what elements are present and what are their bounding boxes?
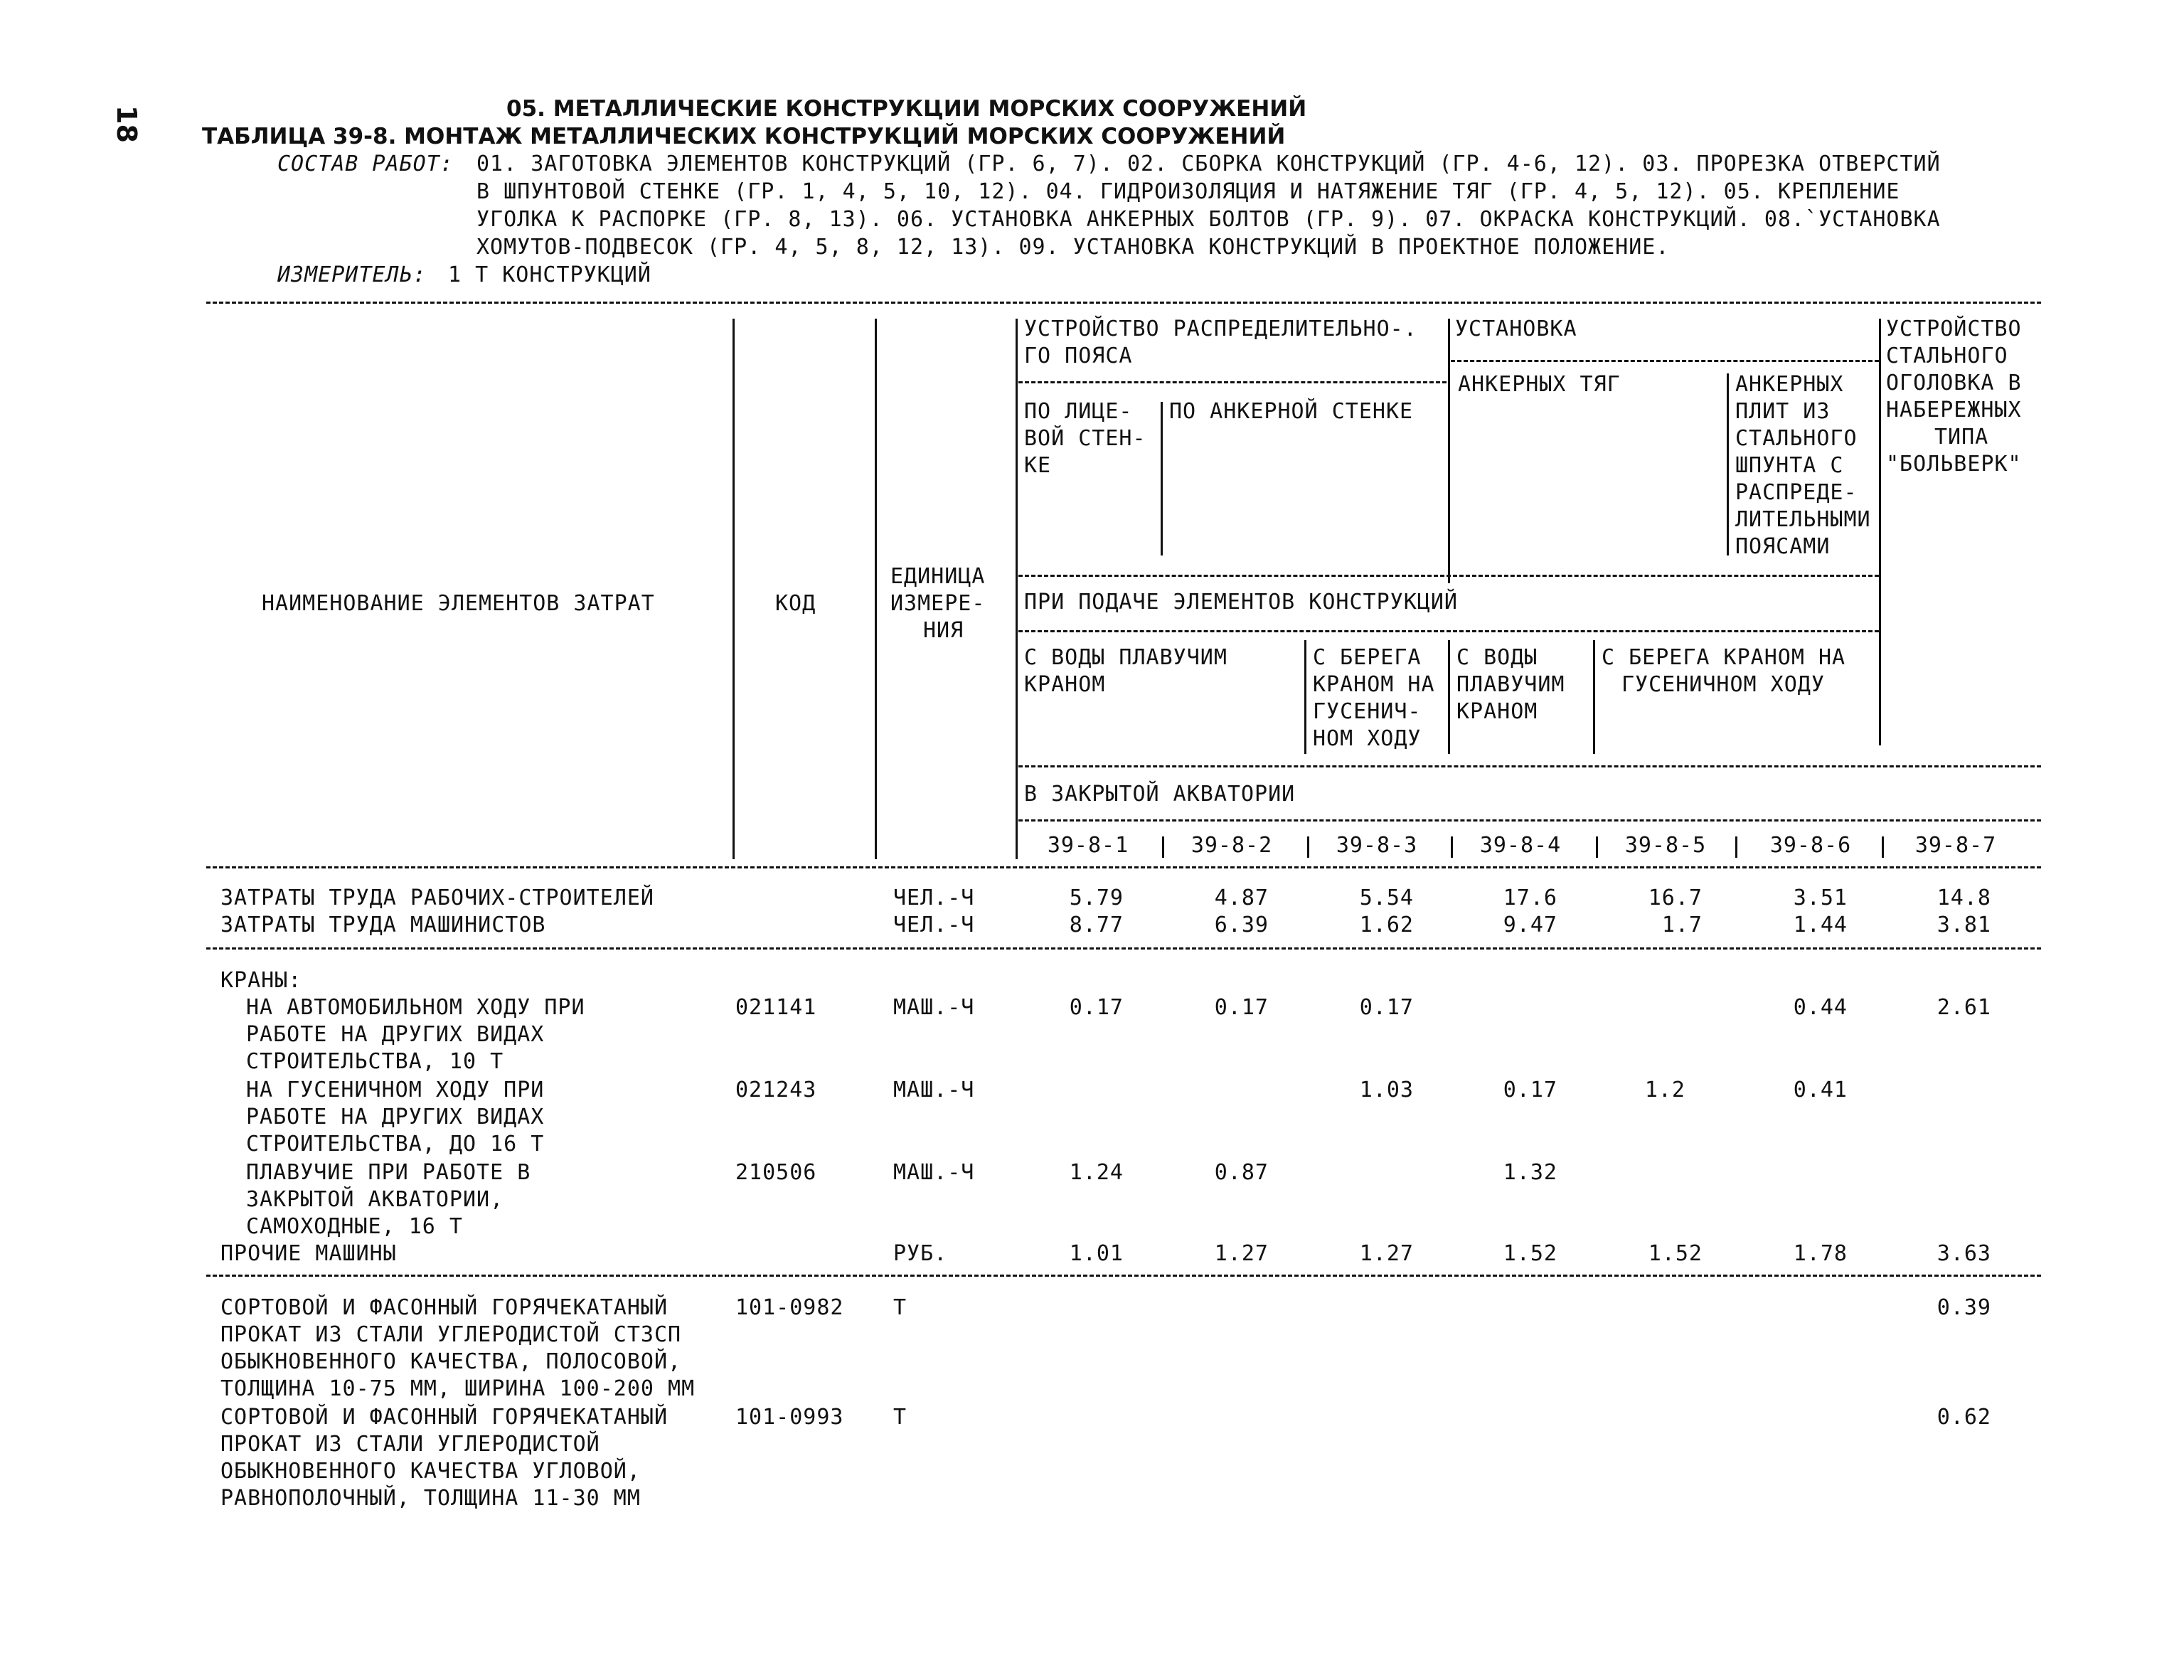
sub-face: КЕ: [1024, 453, 1052, 478]
machine-name: НА ГУСЕНИЧНОМ ХОДУ ПРИ: [246, 1078, 545, 1102]
code-separator: [1451, 836, 1453, 858]
value-cell: 5.54: [1359, 886, 1414, 910]
material-name: ПРОКАТ ИЗ СТАЛИ УГЛЕРОДИСТОЙ СТ3СП: [220, 1322, 682, 1347]
sub-face: ВОЙ СТЕН-: [1024, 426, 1146, 451]
material-name: ОБЫКНОВЕННОГО КАЧЕСТВА УГЛОВОЙ,: [220, 1459, 641, 1484]
group-cap: ТИПА: [1934, 425, 1989, 450]
code-separator: [1162, 836, 1164, 858]
code-separator: [1882, 836, 1884, 858]
col-separator: [1016, 319, 1018, 859]
method-2: КРАНОМ НА: [1313, 672, 1435, 697]
material-name: ПРОКАТ ИЗ СТАЛИ УГЛЕРОДИСТОЙ: [220, 1432, 600, 1457]
labor-unit: ЧЕЛ.-Ч: [893, 913, 975, 937]
machine-name: РАБОТЕ НА ДРУГИХ ВИДАХ: [246, 1105, 545, 1129]
code-cell: 39-8-2: [1190, 833, 1273, 858]
method-4: С БЕРЕГА КРАНОМ НА: [1602, 645, 1846, 670]
work-line: ХОМУТОВ-ПОДВЕСОК (ГР. 4, 5, 8, 12, 13). 09. УСТАНОВКА КОНСТРУКЦИЙ В ПРОЕКТНОЕ ПОЛОЖЕНИЕ.: [476, 235, 1670, 260]
group-cap: НАБЕРЕЖНЫХ: [1886, 398, 2022, 422]
group-belt: ГО ПОЯСА: [1024, 344, 1133, 368]
machine-name: СТРОИТЕЛЬСТВА, 10 Т: [246, 1049, 504, 1074]
code-cell: 39-8-6: [1769, 833, 1852, 858]
col-separator: [1448, 319, 1450, 583]
machine-name: ЗАКРЫТОЙ АКВАТОРИИ,: [246, 1187, 504, 1212]
work-label: СОСТАВ РАБОТ:: [277, 151, 454, 176]
sub-plates: РАСПРЕДЕ-: [1735, 480, 1858, 505]
value-cell: 1.03: [1359, 1078, 1414, 1102]
value-cell: 3.63: [1937, 1241, 1991, 1266]
code-cell: 39-8-5: [1624, 833, 1707, 858]
section-rule: [206, 1275, 2041, 1277]
sub-plates: ЛИТЕЛЬНЫМИ: [1735, 507, 1871, 532]
sub-plates: ШПУНТА С: [1735, 453, 1844, 478]
sub-rods: АНКЕРНЫХ ТЯГ: [1458, 372, 1621, 397]
code-cell: 39-8-3: [1336, 833, 1418, 858]
col-separator: [1448, 640, 1450, 754]
method-4: ГУСЕНИЧНОМ ХОДУ: [1621, 672, 1825, 697]
value-cell: 0.44: [1793, 995, 1848, 1020]
value-cell: 1.7: [1661, 913, 1703, 937]
machine-name: САМОХОДНЫЕ, 16 Т: [246, 1214, 463, 1239]
machine-unit: МАШ.-Ч: [893, 1160, 975, 1185]
value-cell: 3.51: [1793, 886, 1848, 910]
method-2: ГУСЕНИЧ-: [1313, 699, 1422, 724]
value-cell: 8.77: [1069, 913, 1124, 937]
measure-value: 1 Т КОНСТРУКЦИЙ: [448, 262, 651, 287]
labor-name: ЗАТРАТЫ ТРУДА МАШИНИСТОВ: [220, 913, 546, 937]
material-name: РАВНОПОЛОЧНЫЙ, ТОЛЩИНА 11-30 ММ: [220, 1486, 641, 1511]
value-cell: 0.17: [1069, 995, 1124, 1020]
material-name: СОРТОВОЙ И ФАСОННЫЙ ГОРЯЧЕКАТАНЫЙ: [220, 1295, 668, 1320]
method-2: С БЕРЕГА: [1313, 645, 1422, 670]
labor-name: ЗАТРАТЫ ТРУДА РАБОЧИХ-СТРОИТЕЛЕЙ: [220, 886, 654, 910]
value-cell: 0.17: [1214, 995, 1269, 1020]
value-cell: 0.41: [1793, 1078, 1848, 1102]
header-rule: [1018, 765, 2041, 767]
header-bottom-rule: [206, 866, 2041, 868]
value-cell: 9.47: [1503, 913, 1557, 937]
supply-header: ПРИ ПОДАЧЕ ЭЛЕМЕНТОВ КОНСТРУКЦИЙ: [1024, 590, 1458, 615]
work-line: УГОЛКА К РАСПОРКЕ (ГР. 8, 13). 06. УСТАНОВКА АНКЕРНЫХ БОЛТОВ (ГР. 9). 07. ОКРАСКА КОНСТРУКЦИЙ. 08.`УСТАНОВКА: [476, 207, 1941, 232]
header-rule: [1451, 360, 1879, 362]
value-cell: 0.39: [1937, 1295, 1991, 1320]
machine-name: НА АВТОМОБИЛЬНОМ ХОДУ ПРИ: [246, 995, 585, 1020]
method-3: КРАНОМ: [1456, 699, 1538, 724]
machine-code: 210506: [735, 1160, 817, 1185]
code-cell: 39-8-4: [1479, 833, 1562, 858]
material-code: 101-0982: [735, 1295, 844, 1320]
measure-label: ИЗМЕРИТЕЛЬ:: [277, 262, 427, 287]
value-cell: 3.81: [1937, 913, 1991, 937]
value-cell: 4.87: [1214, 886, 1269, 910]
col-code-header: КОД: [775, 591, 816, 616]
machine-unit: МАШ.-Ч: [893, 1078, 975, 1102]
value-cell: 1.32: [1503, 1160, 1557, 1185]
page-number: 18: [111, 105, 142, 143]
col-separator: [1879, 319, 1881, 745]
work-line: 01. ЗАГОТОВКА ЭЛЕМЕНТОВ КОНСТРУКЦИЙ (ГР. 6, 7). 02. СБОРКА КОНСТРУКЦИЙ (ГР. 4-6, 12). 03. ПРОРЕЗКА ОТВЕРСТИЙ: [476, 151, 1941, 176]
col-separator: [733, 319, 735, 859]
header-rule: [1018, 575, 1879, 577]
value-cell: 0.17: [1503, 1078, 1557, 1102]
group-cap: СТАЛЬНОГО: [1886, 344, 2008, 368]
material-code: 101-0993: [735, 1405, 844, 1430]
section-title: 05. МЕТАЛЛИЧЕСКИЕ КОНСТРУКЦИИ МОРСКИХ СООРУЖЕНИЙ: [506, 96, 1307, 122]
value-cell: 1.27: [1214, 1241, 1269, 1266]
header-rule: [1018, 819, 2041, 822]
material-name: СОРТОВОЙ И ФАСОННЫЙ ГОРЯЧЕКАТАНЫЙ: [220, 1405, 668, 1430]
machine-name: РАБОТЕ НА ДРУГИХ ВИДАХ: [246, 1022, 545, 1047]
other-unit: РУБ.: [893, 1241, 948, 1266]
col-separator: [875, 319, 877, 859]
machine-name: СТРОИТЕЛЬСТВА, ДО 16 Т: [246, 1132, 545, 1157]
sub-plates: ПЛИТ ИЗ: [1735, 399, 1831, 424]
group-cap: "БОЛЬВЕРК": [1886, 452, 2022, 477]
value-cell: 1.78: [1793, 1241, 1848, 1266]
method-1: КРАНОМ: [1024, 672, 1106, 697]
value-cell: 1.24: [1069, 1160, 1124, 1185]
group-belt: УСТРОЙСТВО РАСПРЕДЕЛИТЕЛЬНО-.: [1024, 317, 1417, 341]
value-cell: 2.61: [1937, 995, 1991, 1020]
value-cell: 1.52: [1648, 1241, 1703, 1266]
col-name-header: НАИМЕНОВАНИЕ ЭЛЕМЕНТОВ ЗАТРАТ: [262, 591, 655, 616]
value-cell: 1.44: [1793, 913, 1848, 937]
material-unit: Т: [893, 1405, 907, 1430]
value-cell: 5.79: [1069, 886, 1124, 910]
sub-plates: ПОЯСАМИ: [1735, 534, 1831, 559]
machine-code: 021141: [735, 995, 817, 1020]
col-separator: [1727, 373, 1729, 555]
value-cell: 14.8: [1937, 886, 1991, 910]
value-cell: 1.27: [1359, 1241, 1414, 1266]
sub-plates: СТАЛЬНОГО: [1735, 426, 1858, 451]
machine-code: 021243: [735, 1078, 817, 1102]
work-line: В ШПУНТОВОЙ СТЕНКЕ (ГР. 1, 4, 5, 10, 12). 04. ГИДРОИЗОЛЯЦИЯ И НАТЯЖЕНИЕ ТЯГ (ГР. 4, 5, 12). 05. КРЕПЛЕНИЕ: [476, 179, 1900, 204]
col-separator: [1304, 640, 1306, 754]
method-1: С ВОДЫ ПЛАВУЧИМ: [1024, 645, 1227, 670]
code-separator: [1735, 836, 1737, 858]
col-unit-header: ИЗМЕРЕ-: [890, 591, 986, 616]
value-cell: 6.39: [1214, 913, 1269, 937]
value-cell: 1.01: [1069, 1241, 1124, 1266]
method-3: ПЛАВУЧИМ: [1456, 672, 1565, 697]
group-cap: ОГОЛОВКА В: [1886, 371, 2022, 395]
aquatory-header: В ЗАКРЫТОЙ АКВАТОРИИ: [1024, 782, 1296, 807]
method-2: НОМ ХОДУ: [1313, 726, 1422, 751]
col-separator: [1161, 402, 1163, 555]
value-cell: 0.17: [1359, 995, 1414, 1020]
value-cell: 0.62: [1937, 1405, 1991, 1430]
cranes-label: КРАНЫ:: [220, 968, 302, 993]
section-rule: [206, 947, 2041, 950]
sub-plates: АНКЕРНЫХ: [1735, 372, 1844, 397]
machine-unit: МАШ.-Ч: [893, 995, 975, 1020]
table-top-rule: [206, 302, 2041, 304]
group-install: УСТАНОВКА: [1455, 317, 1577, 341]
code-separator: [1596, 836, 1598, 858]
machine-name: ПЛАВУЧИЕ ПРИ РАБОТЕ В: [246, 1160, 531, 1185]
value-cell: 1.52: [1503, 1241, 1557, 1266]
col-unit-header: НИЯ: [923, 618, 964, 643]
value-cell: 0.87: [1214, 1160, 1269, 1185]
material-name: ОБЫКНОВЕННОГО КАЧЕСТВА, ПОЛОСОВОЙ,: [220, 1349, 682, 1374]
col-unit-header: ЕДИНИЦА: [890, 564, 986, 589]
value-cell: 1.62: [1359, 913, 1414, 937]
sub-face: ПО ЛИЦЕ-: [1024, 399, 1133, 424]
material-name: ТОЛЩИНА 10-75 ММ, ШИРИНА 100-200 ММ: [220, 1376, 696, 1401]
value-cell: 1.2: [1644, 1078, 1685, 1102]
table-title: ТАБЛИЦА 39-8. МОНТАЖ МЕТАЛЛИЧЕСКИХ КОНСТРУКЦИЙ МОРСКИХ СООРУЖЕНИЙ: [202, 124, 1286, 149]
material-unit: Т: [893, 1295, 907, 1320]
col-separator: [1593, 640, 1595, 754]
value-cell: 16.7: [1648, 886, 1703, 910]
header-rule: [1018, 381, 1447, 383]
code-separator: [1307, 836, 1309, 858]
method-3: С ВОДЫ: [1456, 645, 1538, 670]
header-rule: [1018, 630, 1879, 632]
code-cell: 39-8-7: [1914, 833, 1997, 858]
labor-unit: ЧЕЛ.-Ч: [893, 886, 975, 910]
other-name: ПРОЧИЕ МАШИНЫ: [220, 1241, 397, 1266]
sub-anchor-wall: ПО АНКЕРНОЙ СТЕНКЕ: [1169, 399, 1414, 424]
group-cap: УСТРОЙСТВО: [1886, 317, 2022, 341]
code-cell: 39-8-1: [1047, 833, 1129, 858]
value-cell: 17.6: [1503, 886, 1557, 910]
